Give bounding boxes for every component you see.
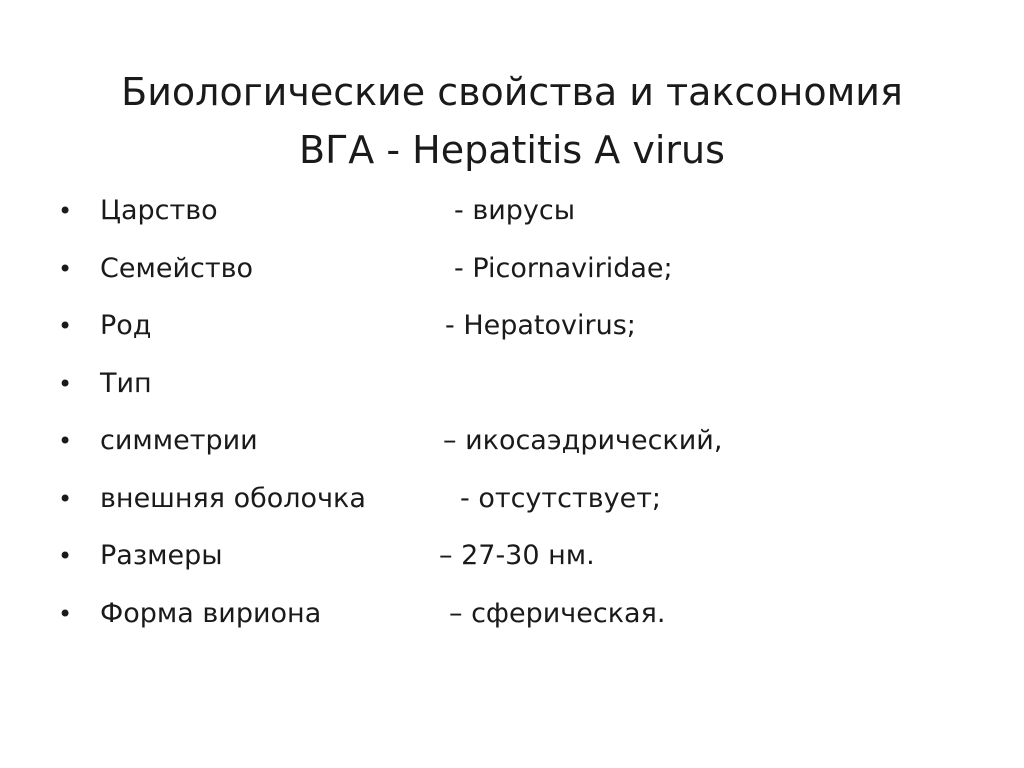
item-value: - Hepatovirus; <box>445 310 636 341</box>
item-term: Размеры <box>100 540 223 571</box>
item-value: - Picornaviridae; <box>454 252 673 284</box>
item-term: Род <box>100 310 152 341</box>
bullet-icon: • <box>58 427 73 455</box>
list-item-genus <box>58 301 978 359</box>
item-value: – 27-30 нм. <box>439 540 595 571</box>
bullet-icon: • <box>58 254 73 283</box>
title-line-1: Биологические свойства и таксономия <box>121 70 903 115</box>
item-value: – икосаэдрический, <box>443 425 723 456</box>
title-line-2: ВГА - Hepatitis A virus <box>299 128 725 173</box>
list-item-type <box>58 359 978 417</box>
item-term: Тип <box>100 367 152 399</box>
bullet-icon: • <box>58 484 73 513</box>
list-item-virion-shape <box>58 589 978 647</box>
item-term: Форма вириона <box>100 597 322 629</box>
bullet-list <box>58 186 978 646</box>
bullet-icon: • <box>58 369 73 398</box>
list-item-symmetry <box>58 416 978 474</box>
item-value: - вирусы <box>454 195 576 226</box>
item-term: Семейство <box>100 252 253 284</box>
bullet-icon: • <box>58 197 73 225</box>
list-item-family <box>58 244 978 302</box>
list-item-size <box>58 531 978 589</box>
item-value: - отсутствует; <box>460 482 662 514</box>
bullet-icon: • <box>58 599 73 628</box>
slide-title <box>0 63 1024 179</box>
item-term: Царство <box>100 195 218 226</box>
list-item-envelope <box>58 474 978 532</box>
bullet-icon: • <box>58 542 73 570</box>
item-value: – сферическая. <box>449 597 666 629</box>
item-term: внешняя оболочка <box>100 482 366 514</box>
item-term: симметрии <box>100 425 258 456</box>
bullet-icon: • <box>58 312 73 340</box>
list-item-kingdom <box>58 186 978 244</box>
